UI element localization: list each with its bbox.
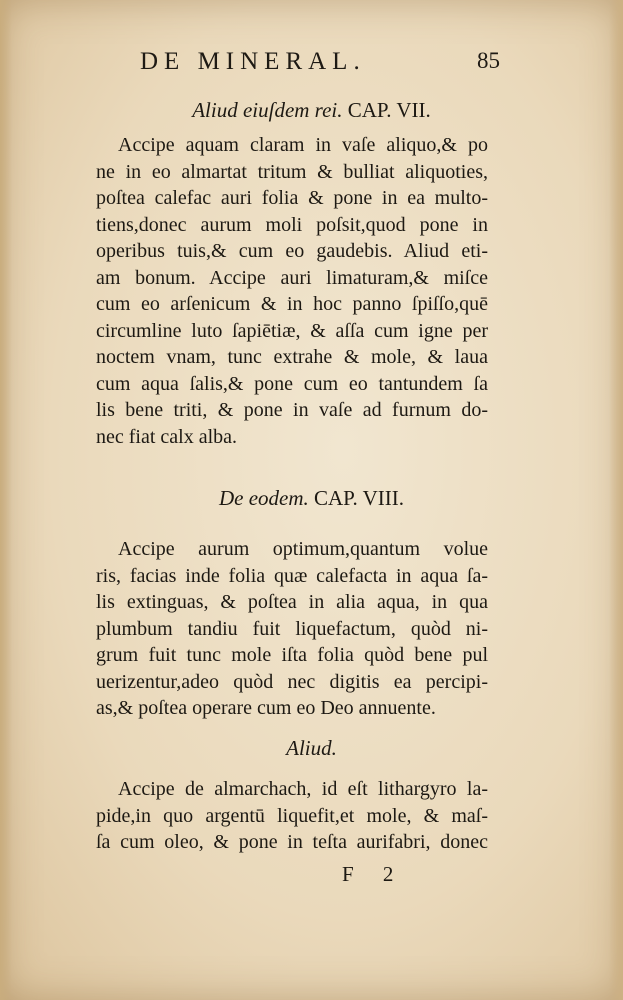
- aliud-title: Aliud.: [286, 736, 337, 760]
- text-line: poſtea calefac auri folia & pone in ea multo-: [96, 187, 488, 209]
- text-line: uerizentur,adeo quòd nec digitis ea percipi-: [96, 670, 488, 693]
- text-line: cum aqua ſalis,& pone cum eo tantundem ſa: [96, 372, 488, 395]
- text-line: grum fuit tunc mole iſta folia quòd bene pul: [96, 644, 488, 666]
- text-line: ſa cum oleo, & pone in teſta aurifabri, donec: [96, 831, 488, 853]
- text-line: Accipe de almarchach, id eſt lithargyro la-: [118, 778, 488, 800]
- text-line: operibus tuis,& cum eo gaudebis. Aliud eti-: [96, 240, 488, 262]
- text-line: lis extinguas, & poſtea in alia aqua, in qua: [96, 591, 488, 613]
- signature-mark: F 2: [342, 862, 406, 886]
- chapter-8-number: CAP. VIII.: [314, 486, 405, 510]
- chapter-8-body: [96, 536, 488, 722]
- text-line: tiens,donec aurum moli poſsit,quod pone in: [96, 213, 488, 236]
- chapter-8-title: De eodem.: [218, 486, 309, 510]
- text-line: cum eo arſenicum & in hoc panno ſpiſſo,quē: [96, 293, 488, 315]
- aliud-heading: [0, 736, 623, 761]
- text-line: noctem vnam, tunc extrahe & mole, & laua: [96, 346, 488, 368]
- text-line: nec fiat calx alba.: [96, 425, 238, 448]
- text-line: Accipe aurum optimum,quantum volue: [118, 538, 488, 560]
- text-line: ris, facias inde folia quæ calefacta in aqua ſa-: [96, 564, 488, 587]
- text-line: circumline luto ſapiētiæ, & aſſa cum igne per: [96, 319, 488, 342]
- text-line: ne in eo almartat tritum & bulliat aliquoties,: [96, 160, 488, 183]
- page-header: [140, 48, 500, 82]
- page-number: 85: [477, 48, 500, 73]
- running-title: DE MINERAL.: [140, 48, 366, 75]
- chapter-8-heading: [0, 486, 623, 511]
- aliud-body: [96, 776, 488, 856]
- chapter-7-heading: [0, 98, 623, 123]
- chapter-7-body: [96, 132, 488, 450]
- text-line: pide,in quo argentū liquefit,et mole, & maſ-: [96, 804, 488, 827]
- chapter-7-title: Aliud eiuſdem rei.: [192, 98, 343, 122]
- text-line: plumbum tandiu fuit liquefactum, quòd ni-: [96, 617, 488, 640]
- text-line: as,& poſtea operare cum eo Deo annuente.: [96, 697, 436, 719]
- text-line: lis bene triti, & pone in vaſe ad furnum do-: [96, 399, 488, 421]
- chapter-7-number: CAP. VII.: [347, 98, 431, 122]
- text-line: am bonum. Accipe auri limaturam,& miſce: [96, 266, 488, 289]
- text-line: Accipe aquam claram in vaſe aliquo,& po: [118, 134, 488, 156]
